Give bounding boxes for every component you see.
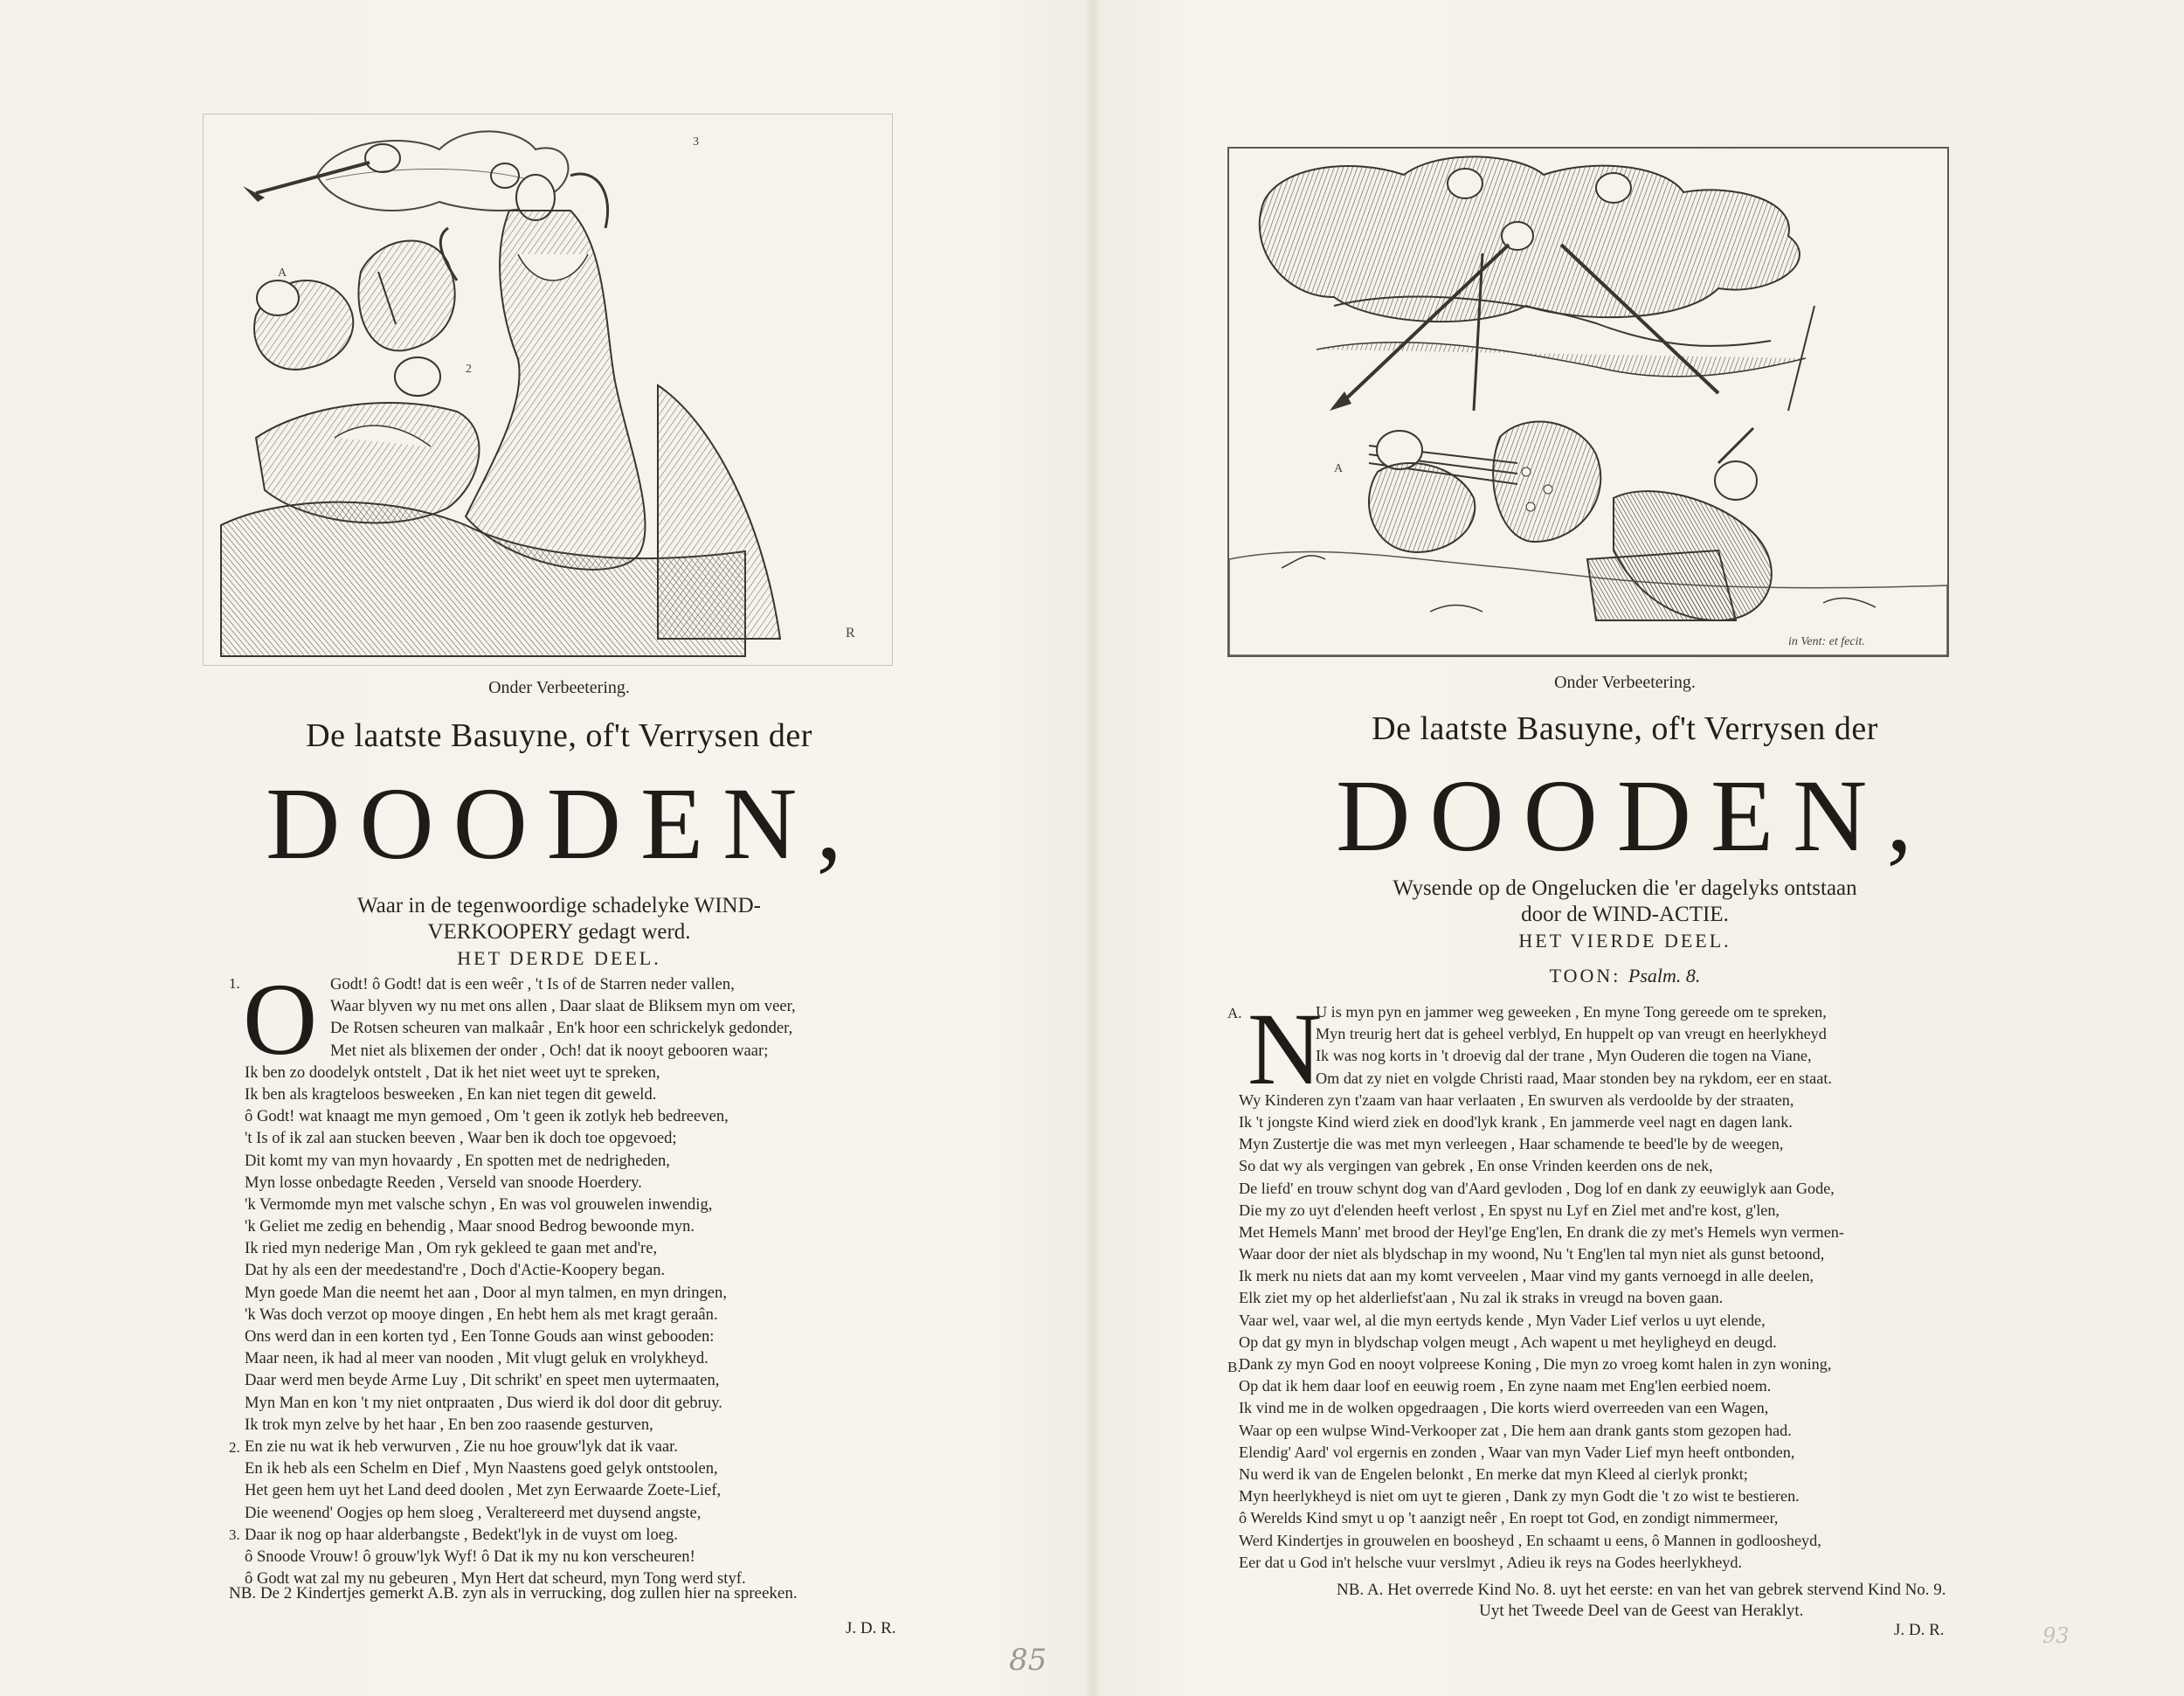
poem-line: Ik was nog korts in 't droevig dal der trane , Myn Ouderen die togen na Viane, <box>1316 1047 1812 1065</box>
poem-line: 't Is of ik zal aan stucken beeven , Waar ben ik doch toe opgevoed; <box>245 1129 677 1148</box>
footnote-line: NB. A. Het overrede Kind No. 8. uyt het eerste: en van het van gebrek stervend Kind No. 9. <box>1337 1581 1946 1599</box>
verse-marker: B. <box>1227 1359 1241 1375</box>
poem-line: Nu werd ik van de Engelen belonkt , En merke dat myn Kleed al cierlyk pronkt; <box>1239 1464 1748 1483</box>
poem-line: Ik 't jongste Kind wierd ziek en dood'lyk krank , En jammerde veel nagt en dagen lank. <box>1239 1112 1793 1131</box>
poem-line: Met niet als blixemen der onder , Och! dat ik nooyt gebooren waar; <box>330 1041 769 1060</box>
left-engraving-drawing <box>204 114 892 665</box>
poem-line: Ik trok myn zelve by het haar , En ben zoo raasende gesturven, <box>245 1415 653 1434</box>
drop-cap: O <box>243 962 318 1076</box>
subtitle-line: door de WIND-ACTIE. <box>1521 903 1729 926</box>
poem-line: Die my zo uyt d'elenden heeft verlost , En spyst nu Lyf en Ziel met and're kost, g'len, <box>1239 1201 1780 1219</box>
poem-line: U is myn pyn en jammer weg geweeken , En myne Tong gereede om te spreken, <box>1316 1003 1827 1021</box>
right-engraving <box>1227 147 1949 657</box>
plate-label-3: 3 <box>693 135 699 149</box>
part-heading: HET DERDE DEEL. <box>457 947 661 969</box>
poem-line: Op dat ik hem daar loof en eeuwig roem , En zyne naam met Eng'len eerbied noem. <box>1239 1377 1772 1395</box>
poem-line: Die weenend' Oogjes op hem sloeg , Veraltereerd met duysend angste, <box>245 1503 702 1522</box>
footnote-line: Uyt het Tweede Deel van de Geest van Heraklyt. <box>1479 1602 1804 1620</box>
poem-line: Elk ziet my op het alderliefst'aan , Nu zal ik straks in vreugd na boven gaan. <box>1239 1289 1724 1307</box>
poem-line: Waar op een wulpse Wind-Verkooper zat , Die hem aan drank gants stom gezopen had. <box>1239 1421 1792 1439</box>
subtitle-line: Wysende op de Ongelucken die 'er dagelyks ontstaan <box>1393 876 1857 900</box>
poem-line: So dat wy als vergingen van gebrek , En onse Vrinden keerden ons de nek, <box>1239 1157 1713 1175</box>
poem-line: ô Werelds Kind smyt u op 't aanzigt neêr , En roept tot God, en zondigt nimmermeer, <box>1239 1509 1779 1527</box>
subtitle-line: Waar in de tegenwoordige schadelyke WIND- <box>357 894 761 917</box>
poem-line: ô Godt! wat knaagt me myn gemoed , Om 't geen ik zotlyk heb bedreeven, <box>245 1107 729 1126</box>
poem <box>1239 1001 1844 1574</box>
corner-pencil-mark: 93 <box>2042 1623 2070 1648</box>
poem-line: En ik heb als een Schelm en Dief , Myn Naastens goed gelyk ontstoolen, <box>245 1459 718 1478</box>
subtitle-line: VERKOOPERY gedagt werd. <box>427 920 691 944</box>
poem-line: Dat hy als een der meedestand're , Doch d'Actie-Koopery began. <box>245 1261 666 1280</box>
footnote <box>1337 1580 1946 1622</box>
poem-line: Werd Kindertjes in grouwelen en boosheyd , En schaamt u eens, ô Mannen in godloosheyd, <box>1239 1531 1821 1549</box>
verse-marker: 2. <box>229 1439 240 1456</box>
poem-line: ô Godt wat zal my nu gebeuren , Myn Hert dat scheurd, myn Tong werd styf. <box>245 1569 746 1589</box>
plate-monogram: R <box>846 626 855 640</box>
right-engraving-drawing <box>1229 149 1947 655</box>
pencil-number: 85 <box>1009 1643 1047 1678</box>
headline: DOODEN, <box>1336 758 1932 873</box>
poem-line: Myn Zustertje die was met myn verleegen , Haar schamende te beed'le by de weegen, <box>1239 1135 1784 1153</box>
poem-line: 'k Geliet me zedig en behendig , Maar snood Bedrog bewoonde myn. <box>245 1217 695 1236</box>
right-page <box>1092 0 2184 1696</box>
left-engraving <box>203 114 893 666</box>
tune-value: Psalm. 8. <box>1628 965 1701 986</box>
poem-line: Daar werd men beyde Arme Luy , Dit schrikt' en speet men uytermaaten, <box>245 1371 720 1390</box>
verse-marker: 3. <box>229 1526 240 1543</box>
poem-line: ô Snoode Vrouw! ô grouw'lyk Wyf! ô Dat ik my nu kon verscheuren! <box>245 1547 695 1566</box>
poem-line: De liefd' en trouw schynt dog van d'Aard gevloden , Dog lof en dank zy eeuwiglyk aan Gode, <box>1239 1179 1835 1197</box>
poem-line: En zie nu wat ik heb verwurven , Zie nu hoe grouw'lyk dat ik vaar. <box>245 1436 678 1456</box>
poem-line: Elendig' Aard' vol ergernis en zonden , Waar van myn Vader Lief myn heeft ontbonden, <box>1239 1443 1795 1461</box>
poem-line: 'k Vermomde myn met valsche schyn , En was vol grouwelen inwendig, <box>245 1194 713 1214</box>
tune-label: TOON: <box>1549 965 1621 986</box>
title: De laatste Basuyne, of't Verrysen der <box>1372 710 1878 747</box>
poem-line: Godt! ô Godt! dat is een weêr , 't Is of de Starren neder vallen, <box>330 975 735 993</box>
poem-line: Het geen hem uyt het Land deed doolen , Met zyn Eerwaarde Zoete-Lief, <box>245 1481 722 1500</box>
poem-line: Myn losse onbedagte Reeden , Verseld van snoode Hoerdery. <box>245 1173 642 1192</box>
subtitle <box>1293 876 1957 928</box>
verse-marker: 1. <box>229 975 240 992</box>
poem-line: Myn goede Man die neemt het aan , Door al myn talmen, en myn dringen, <box>245 1283 727 1302</box>
poem-line: Ik vind me in de wolken opgedraagen , Die korts wierd overreeden van een Wagen, <box>1239 1399 1769 1417</box>
poem-line: Ik ben zo doodelyk ontstelt , Dat ik het niet weet uyt te spreken, <box>245 1063 660 1082</box>
footnote: NB. De 2 Kindertjes gemerkt A.B. zyn als in verrucking, dog zullen hier na spreeken. <box>229 1584 798 1603</box>
poem-line: 'k Was doch verzot op mooye dingen , En hebt hem als met kragt geraân. <box>245 1305 718 1324</box>
plate-label-a: A <box>278 267 287 280</box>
poem-line: De Rotsen scheuren van malkaâr , En'k hoor een schrickelyk gedonder, <box>330 1019 793 1038</box>
headline: DOODEN, <box>266 766 861 881</box>
poem <box>245 973 796 1589</box>
poem-line: Dank zy myn God en nooyt volpreese Koning , Die myn zo vroeg komt halen in zyn woning, <box>1239 1355 1832 1373</box>
poem-line: Myn Man en kon 't my niet ontpraaten , Dus wierd ik dol door dit gebruy. <box>245 1393 722 1412</box>
title: De laatste Basuyne, of't Verrysen der <box>306 717 812 754</box>
poem-line: Dit komt my van myn hovaardy , En spotten met de nedrigheden, <box>245 1151 670 1170</box>
signature: J. D. R. <box>846 1619 896 1637</box>
poem-line: Daar ik nog op haar alderbangste , Bedekt'lyk in de vuyst om loeg. <box>245 1525 678 1544</box>
poem-line: Eer dat u God in't helsche vuur verslmyt , Adieu ik reys na Godes heerlykheyd. <box>1239 1553 1743 1571</box>
plate-signature: in Vent: et fecit. <box>1788 635 1865 648</box>
poem-line: Op dat gy myn in blydschap volgen meugt , Ach wapent u met heyligheyd en deugd. <box>1239 1333 1777 1351</box>
poem-line: Ons werd dan in een korten tyd , Een Tonne Gouds aan winst gebooden: <box>245 1327 715 1346</box>
plate-label-2: 2 <box>466 363 472 376</box>
poem-line: Ik merk nu niets dat aan my komt verveelen , Maar vind my gants vernoegd in alle deelen, <box>1239 1267 1814 1285</box>
poem-line: Wy Kinderen zyn t'zaam van haar verlaaten , En swurven als verdoolde by der straaten, <box>1239 1090 1794 1109</box>
caption: Onder Verbeetering. <box>488 678 630 697</box>
poem-line: Myn treurig hert dat is geheel verblyd, En huppelt op van vreugt en heerlykheyd <box>1316 1025 1827 1043</box>
verse-marker: A. <box>1227 1005 1242 1021</box>
poem-line: Om dat zy niet en volgde Christi raad, Maar stonden bey na rykdom, eer en staat. <box>1316 1069 1832 1087</box>
poem-line: Ik ben als kragteloos besweeken , En kan niet tegen dit geweld. <box>245 1084 657 1104</box>
plate-label-a: A <box>1334 462 1344 475</box>
signature: J. D. R. <box>1894 1621 1945 1639</box>
poem-line: Vaar wel, vaar wel, al die myn eertyds kende , Myn Vader Lief verlos u uyt elende, <box>1239 1311 1766 1329</box>
part-heading: HET VIERDE DEEL. <box>1518 930 1731 952</box>
subtitle <box>262 893 856 945</box>
drop-cap: N <box>1248 992 1323 1106</box>
poem-line: Met Hemels Mann' met brood der Heyl'ge Eng'len, En drank die zy met's Hemels wyn vermen- <box>1239 1222 1844 1241</box>
tune-line <box>1459 965 1791 987</box>
poem-line: Waar blyven wy nu met ons allen , Daar slaat de Bliksem myn om veer, <box>330 997 796 1016</box>
poem-line: Ik ried myn nederige Man , Om ryk gekleed te gaan met and're, <box>245 1239 658 1258</box>
poem-line: Waar door der niet als blydschap in my woond, Nu 't Eng'len tal myn niet als gunst betoond, <box>1239 1245 1825 1263</box>
caption: Onder Verbeetering. <box>1554 673 1696 692</box>
poem-line: Maar neen, ik had al meer van nooden , Mit vlugt geluk en vrolykheyd. <box>245 1349 708 1368</box>
poem-line: Myn heerlykheyd is niet om uyt te gieren , Dank zy myn Godt die 't zo wist te bestieren. <box>1239 1487 1800 1506</box>
